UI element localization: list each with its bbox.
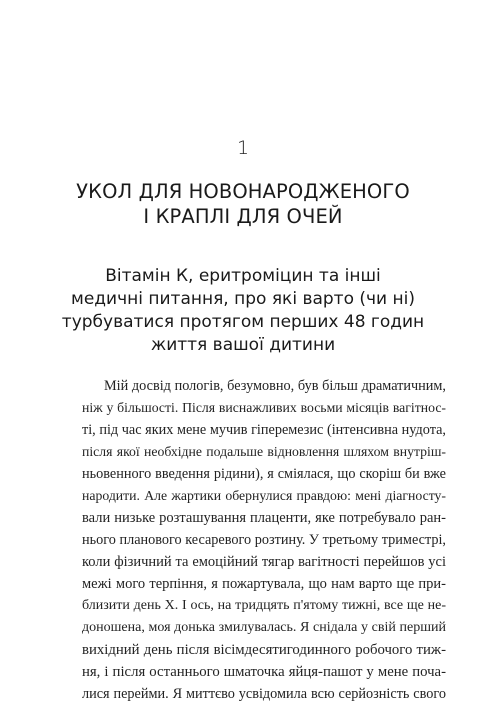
paragraph-line: лися перейми. Я миттєво усвідомила всю серйозність свого bbox=[82, 686, 446, 702]
paragraph-line: вихідний день після вісімдесятигодинного робочого тиж- bbox=[82, 642, 446, 658]
paragraph-line: нього планового кесаревого розтину. У третьому триместрі, bbox=[82, 532, 446, 548]
chapter-subtitle-line: Вітамін К, еритроміцин та інші bbox=[105, 266, 381, 286]
chapter-subtitle-line: турбуватися протягом перших 48 годин bbox=[61, 312, 425, 332]
paragraph-line: вали низьке розташування плаценти, яке потребувало ран- bbox=[82, 510, 446, 526]
paragraph-line: народити. Але жартики обернулися правдою: мені діагносту- bbox=[82, 488, 446, 503]
paragraph-line: близити день Х. І ось, на тридцять п'ятому тижні, все ще не- bbox=[82, 598, 446, 613]
paragraph-line: ньовенного введення рідини), я сміялася, що скоріш би вже bbox=[82, 466, 446, 482]
chapter-title bbox=[0, 179, 486, 229]
paragraph-line: доношена, моя донька змилувалась. Я снідала у свій перший bbox=[82, 620, 446, 635]
paragraph-line: ня, і після останнього шматочка яйця-пашот у мене поча- bbox=[82, 664, 446, 680]
chapter-number: 1 bbox=[236, 137, 250, 159]
chapter-title-line: І КРАПЛІ ДЛЯ ОЧЕЙ bbox=[143, 205, 343, 228]
paragraph-line: коли фізичний та емоційний тягар вагітності перейшов усі bbox=[82, 554, 446, 570]
paragraph-line: Мій досвід пологів, безумовно, був більш драматичним, bbox=[104, 378, 446, 394]
body-paragraph bbox=[82, 375, 446, 705]
paragraph-line: ніж у більшості. Після виснажливих восьми місяців вагітнос- bbox=[82, 400, 446, 415]
paragraph-line: після якої необхідне подальше відновлення шляхом внутріш- bbox=[82, 444, 446, 459]
chapter-subtitle bbox=[60, 265, 426, 357]
chapter-subtitle-line: медичні питання, про які варто (чи ні) bbox=[71, 289, 415, 309]
chapter-subtitle-line: життя вашої дитини bbox=[150, 335, 336, 355]
paragraph-line: ті, під час яких мене мучив гіперемезис (інтенсивна нудота, bbox=[82, 422, 446, 438]
paragraph-line: межі мого терпіння, я пожартувала, що нам варто ще при- bbox=[82, 576, 446, 592]
chapter-title-line: УКОЛ ДЛЯ НОВОНАРОДЖЕНОГО bbox=[76, 180, 410, 203]
